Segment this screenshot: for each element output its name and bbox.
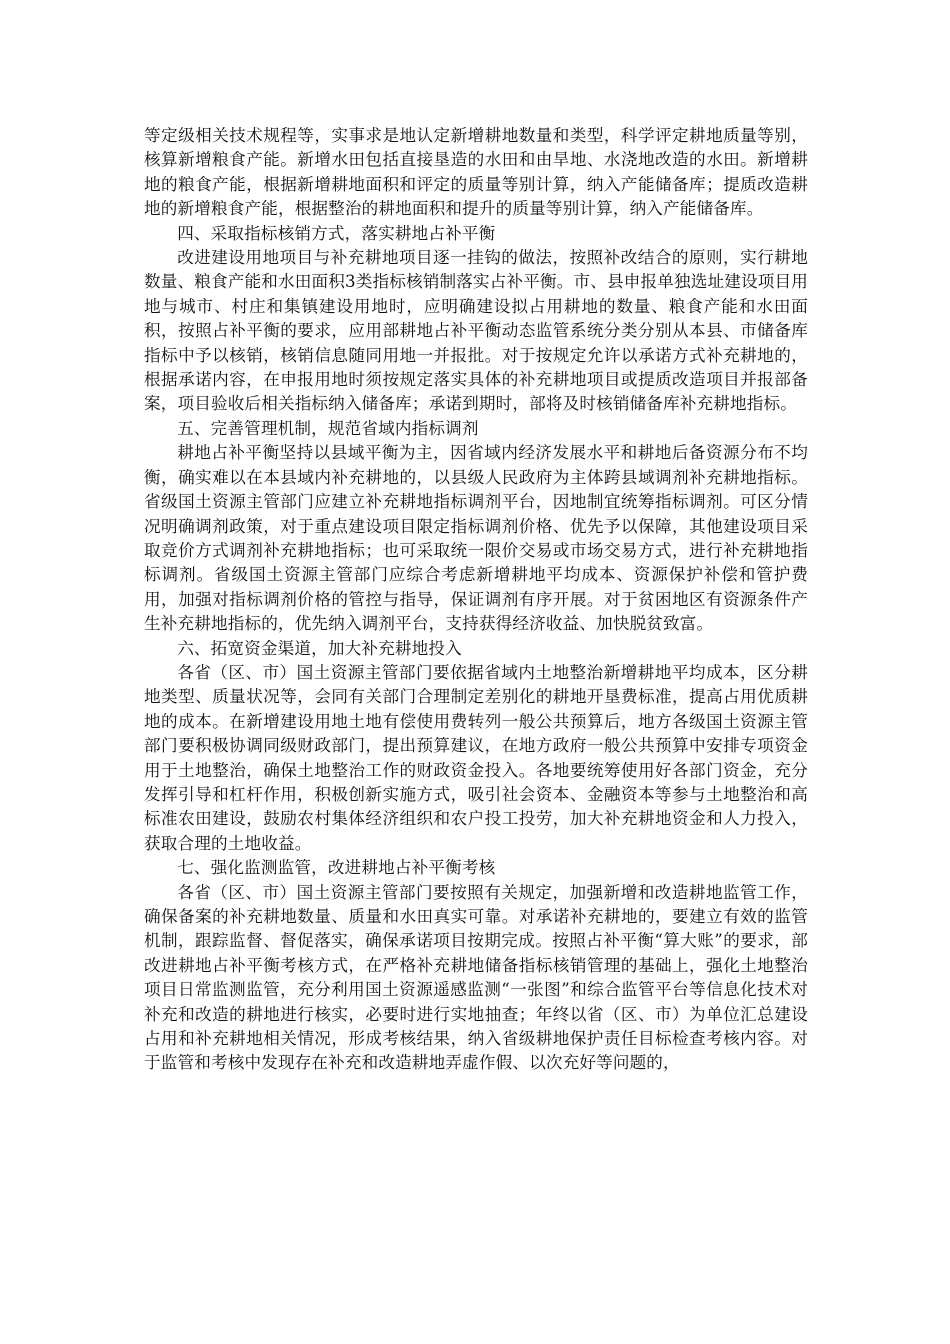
paragraph-section-7: 各省（区、市）国土资源主管部门要按照有关规定，加强新增和改造耕地监管工作，确保备案的补充耕地数量、质量和水田真实可靠。对承诺补充耕地的，要建立有效的监管机制，跟踪监督、督促落实，确保承诺项目按期完成。按照占补平衡“算大账”的要求，部改进耕地占补平衡考核方式，在严格补充耕地储备指标核销管理的基础上，强化土地整治项目日常监测监管，充分利用国土资源遥感监测“一张图”和综合监管平台等信息化技术对补充和改造的耕地进行核实，必要时进行实地抽查；年终以省（区、市）为单位汇总建设占用和补充耕地相关情况，形成考核结果，纳入省级耕地保护责任目标检查考核内容。对于监管和考核中发现存在补充和改造耕地弄虚作假、以次充好等问题的， <box>144 882 808 1073</box>
paragraph-continuation: 等定级相关技术规程等，实事求是地认定新增耕地数量和类型，科学评定耕地质量等别，核算新增粮食产能。新增水田包括直接垦造的水田和由旱地、水浇地改造的水田。新增耕地的粮食产能，根据新增耕地面积和评定的质量等别计算，纳入产能储备库；提质改造耕地的新增粮食产能，根据整治的耕地面积和提升的质量等别计算，纳入产能储备库。 <box>144 126 808 219</box>
section-heading-4: 四、采取指标核销方式，落实耕地占补平衡 <box>177 223 496 243</box>
section-heading-6: 六、拓宽资金渠道，加大补充耕地投入 <box>177 638 462 658</box>
section-heading-5: 五、完善管理机制，规范省域内指标调剂 <box>177 418 479 438</box>
document-page <box>144 124 808 1076</box>
section-heading-7: 七、强化监测监管，改进耕地占补平衡考核 <box>177 858 496 878</box>
paragraph-section-6: 各省（区、市）国土资源主管部门要依据省域内土地整治新增耕地平均成本，区分耕地类型、质量状况等，会同有关部门合理制定差别化的耕地开垦费标准，提高占用优质耕地的成本。在新增建设用地土地有偿使用费转列一般公共预算后，地方各级国土资源主管部门要积极协调同级财政部门，提出预算建议，在地方政府一般公共预算中安排专项资金用于土地整治，确保土地整治工作的财政资金投入。各地要统筹使用好各部门资金，充分发挥引导和杠杆作用，积极创新实施方式，吸引社会资本、金融资本等参与土地整治和高标准农田建设，鼓励农村集体经济组织和农户投工投劳，加大补充耕地资金和人力投入，获取合理的土地收益。 <box>144 662 808 853</box>
paragraph-section-4: 改进建设用地项目与补充耕地项目逐一挂钩的做法，按照补改结合的原则，实行耕地数量、粮食产能和水田面积3类指标核销制落实占补平衡。市、县申报单独选址建设项目用地与城市、村庄和集镇建设用地时，应明确建设拟占用耕地的数量、粮食产能和水田面积，按照占补平衡的要求，应用部耕地占补平衡动态监管系统分类分别从本县、市储备库指标中予以核销，核销信息随同用地一并报批。对于按规定允许以承诺方式补充耕地的，根据承诺内容，在申报用地时须按规定落实具体的补充耕地项目或提质改造项目并报部备案，项目验收后相关指标纳入储备库；承诺到期时，部将及时核销储备库补充耕地指标。 <box>144 248 808 414</box>
paragraph-section-5: 耕地占补平衡坚持以县域平衡为主，因省域内经济发展水平和耕地后备资源分布不均衡，确实难以在本县域内补充耕地的，以县级人民政府为主体跨县域调剂补充耕地指标。省级国土资源主管部门应建立补充耕地指标调剂平台，因地制宜统筹指标调剂。可区分情况明确调剂政策，对于重点建设项目限定指标调剂价格、优先予以保障，其他建设项目采取竞价方式调剂补充耕地指标；也可采取统一限价交易或市场交易方式，进行补充耕地指标调剂。省级国土资源主管部门应综合考虑新增耕地平均成本、资源保护补偿和管护费用，加强对指标调剂价格的管控与指导，保证调剂有序开展。对于贫困地区有资源条件产生补充耕地指标的，优先纳入调剂平台，支持获得经济收益、加快脱贫致富。 <box>144 443 808 634</box>
